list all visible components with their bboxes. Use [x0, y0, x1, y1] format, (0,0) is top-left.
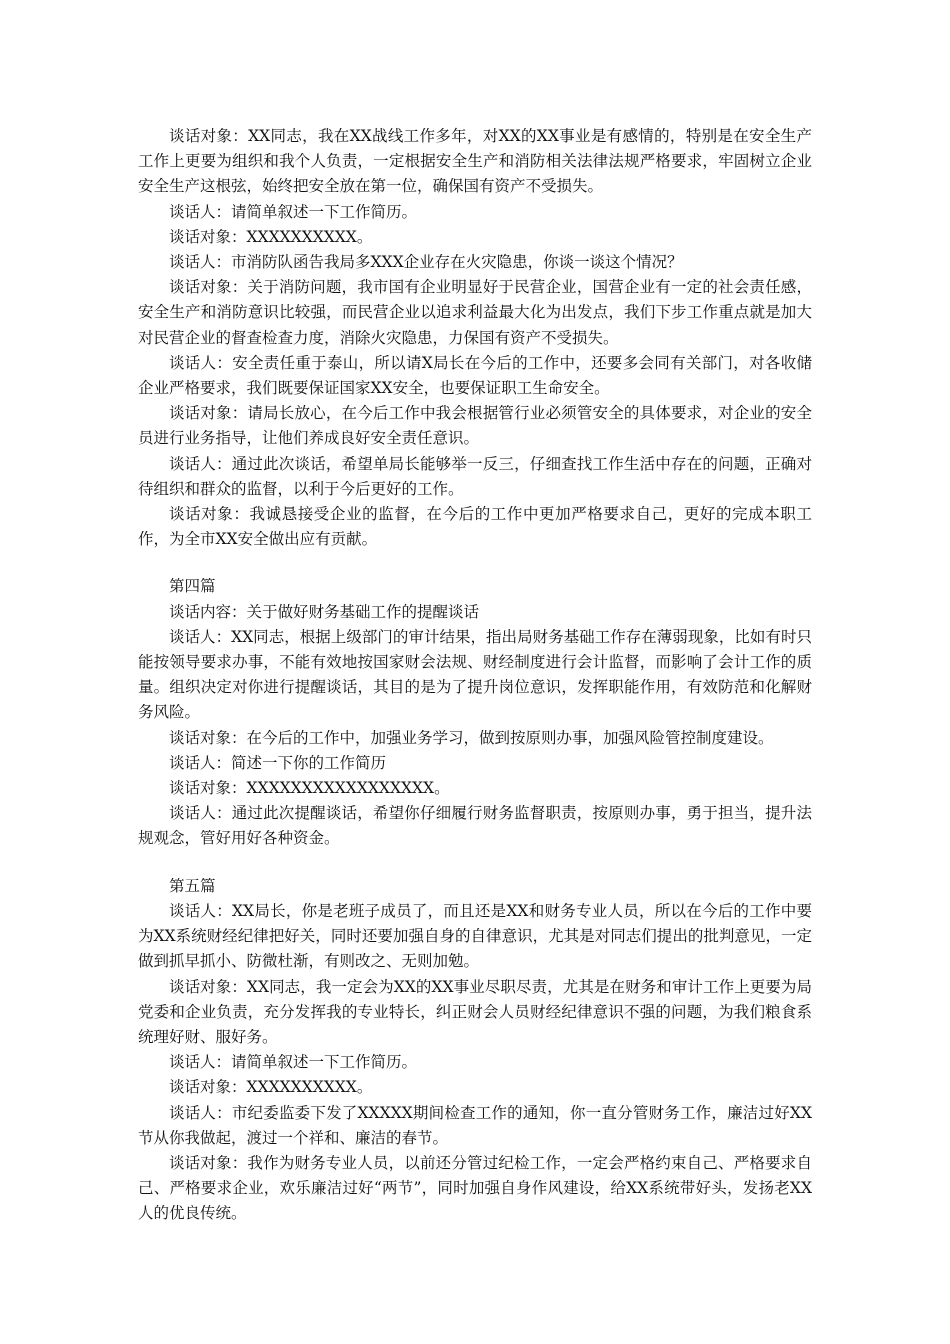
paragraph: 谈话对象：在今后的工作中，加强业务学习，做到按原则办事，加强风险管控制度建设。: [169, 728, 774, 747]
section-title: 第五篇: [169, 876, 216, 895]
paragraph: 谈话人：XX同志，根据上级部门的审计结果，指出局财务基础工作存在薄弱现象，比如有时只能按领导要求办事，不能有效地按国家财会法规、财经制度进行会计监督，而影响了会计工作的质量。组织决定对你进行提醒谈话，其目的是为了提升岗位意识，发挥职能作用，有效防范和化解财务风险。: [138, 627, 812, 722]
paragraph: 谈话人：简述一下你的工作简历: [169, 753, 387, 772]
paragraph: 谈话对象：XX同志，我一定会为XX的XX事业尽职尽责，尤其是在财务和审计工作上更要为局党委和企业负责，充分发挥我的专业特长，纠正财会人员财经纪律意识不强的问题，为我们粮食系统理好财、服好务。: [138, 977, 812, 1046]
section-spacer: [138, 852, 812, 874]
paragraph: 谈话人：XX局长，你是老班子成员了，而且还是XX和财务专业人员，所以在今后的工作中要为XX系统财经纪律把好关，同时还要加强自身的自律意识，尤其是对同志们提出的批判意见，一定做到抓早抓小、防微杜渐，有则改之、无则加勉。: [138, 901, 812, 971]
paragraph: 谈话人：请简单叙述一下工作简历。: [169, 202, 418, 221]
paragraph: 谈话对象：XXXXXXXXXXXXXXXXX。: [169, 779, 450, 798]
paragraph: 谈话人：请简单叙述一下工作简历。: [169, 1053, 418, 1072]
paragraph: 谈话人：通过此次提醒谈话，希望你仔细履行财务监督职责，按原则办事，勇于担当，提升法规观念，管好用好各种资金。: [138, 804, 812, 848]
section-title: 第四篇: [169, 577, 216, 596]
paragraph: 谈话对象：请局长放心，在今后工作中我会根据管行业必须管安全的具体要求，对企业的安全员进行业务指导，让他们养成良好安全责任意识。: [138, 404, 812, 448]
paragraph: 谈话对象：关于消防问题，我市国有企业明显好于民营企业，国营企业有一定的社会责任感，安全生产和消防意识比较强，而民营企业以追求利益最大化为出发点，我们下步工作重点就是加大对民营企业的督查检查力度，消除火灾隐患，力保国有资产不受损失。: [138, 278, 812, 347]
paragraph: 谈话内容：关于做好财务基础工作的提醒谈话: [169, 602, 480, 621]
section-spacer: [138, 552, 812, 574]
paragraph: 谈话人：安全责任重于泰山，所以请X局长在今后的工作中，还要多会同有关部门，对各收储企业严格要求，我们既要保证国家XX安全，也要保证职工生命安全。: [138, 353, 812, 398]
document-body: [138, 124, 812, 1227]
paragraph: 谈话对象：XXXXXXXXXX。: [169, 227, 373, 246]
paragraph: 谈话对象：XX同志，我在XX战线工作多年，对XX的XX事业是有感情的，特别是在安全生产工作上更要为组织和我个人负责，一定根据安全生产和消防相关法律法规严格要求，牢固树立企业安全生产这根弦，始终把安全放在第一位，确保国有资产不受损失。: [138, 127, 812, 196]
paragraph: 谈话对象：我作为财务专业人员，以前还分管过纪检工作，一定会严格约束自己、严格要求自己、严格要求企业，欢乐廉洁过好“两节”，同时加强自身作风建设，给XX系统带好头，发扬老XX人的优良传统。: [138, 1153, 812, 1223]
paragraph: 谈话对象：我诚恳接受企业的监督，在今后的工作中更加严格要求自己，更好的完成本职工作，为全市XX安全做出应有贡献。: [138, 505, 812, 549]
paragraph: 谈话人：市纪委监委下发了XXXXX期间检查工作的通知，你一直分管财务工作，廉洁过好XX节从你我做起，渡过一个祥和、廉洁的春节。: [138, 1103, 812, 1147]
paragraph: 谈话人：市消防队函告我局多XXX企业存在火灾隐患，你谈一谈这个情况？: [169, 253, 683, 272]
paragraph: 谈话对象：XXXXXXXXXX。: [169, 1078, 373, 1097]
paragraph: 谈话人：通过此次谈话，希望单局长能够举一反三，仔细查找工作生活中存在的问题，正确对待组织和群众的监督，以利于今后更好的工作。: [138, 454, 812, 498]
